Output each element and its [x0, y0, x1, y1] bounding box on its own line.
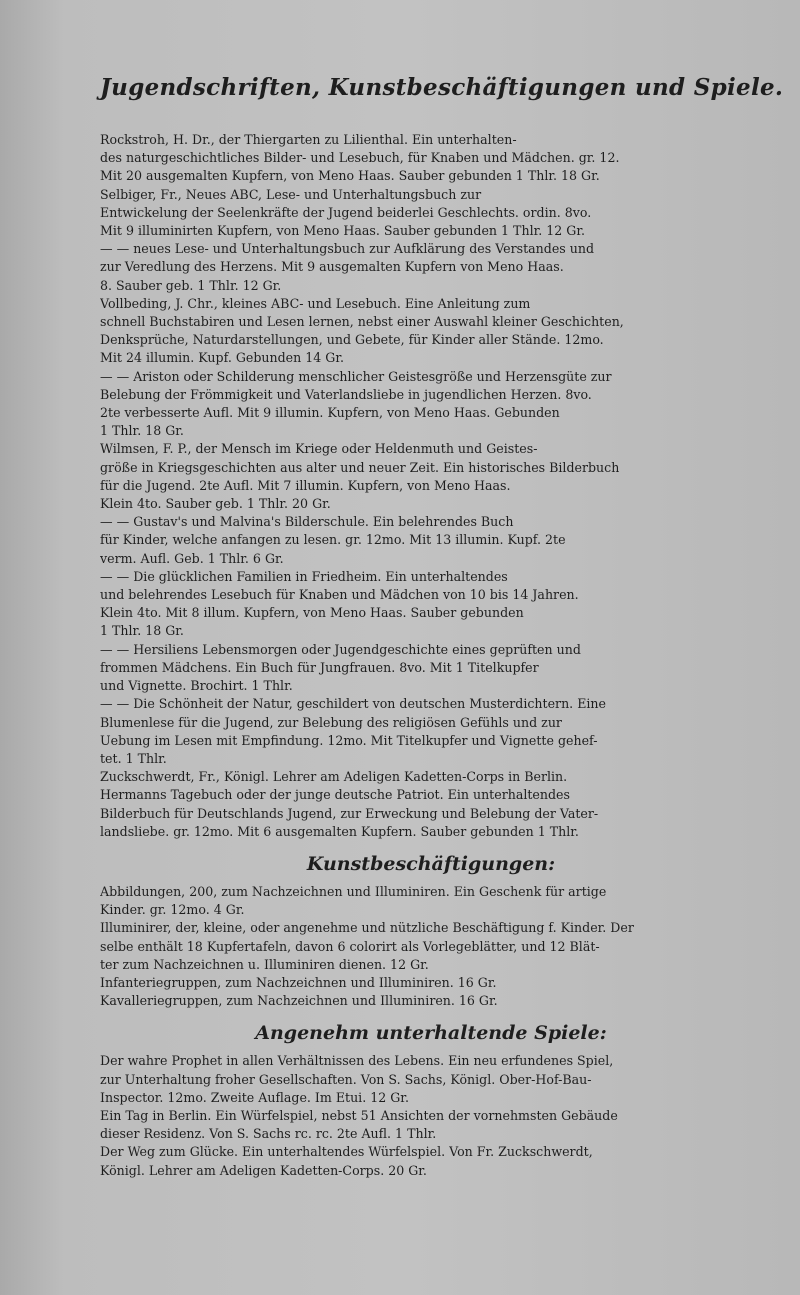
entry-line: Inspector. 12mo. Zweite Auflage. Im Etui. 12 Gr. [100, 1089, 409, 1105]
entry-line: Blumenlese für die Jugend, zur Belebung des religiösen Gefühls und zur [100, 714, 562, 730]
youth-books-list [100, 131, 762, 841]
entry-line: Illuminirer, der, kleine, oder angenehme und nützliche Beschäftigung f. Kinder. Der [100, 920, 634, 936]
entry-line: — — neues Lese- und Unterhaltungsbuch zur Aufklärung des Verstandes und [100, 241, 595, 257]
catalog-entry [100, 368, 762, 441]
entry-line: Rockstroh, H. Dr., der Thiergarten zu Lilienthal. Ein unterhalten- [100, 132, 517, 147]
entry-line: Klein 4to. Mit 8 illum. Kupfern, von Meno Haas. Sauber gebunden [100, 605, 524, 621]
entry-line: Der wahre Prophet in allen Verhältnissen des Lebens. Ein neu erfundenes Spiel, [100, 1053, 614, 1069]
entry-line: Belebung der Frömmigkeit und Vaterlandsliebe in jugendlichen Herzen. 8vo. [100, 386, 592, 402]
entry-line: für die Jugend. 2te Aufl. Mit 7 illumin. Kupfern, von Meno Haas. [100, 477, 511, 493]
entry-line: 8. Sauber geb. 1 Thlr. 12 Gr. [100, 277, 282, 293]
catalog-entry [100, 186, 762, 241]
entry-line: Zuckschwerdt, Fr., Königl. Lehrer am Adeligen Kadetten-Corps in Berlin. [100, 769, 568, 785]
catalog-entry [100, 513, 762, 568]
section-heading-art: Kunstbeschäftigungen: [306, 852, 556, 875]
catalog-entry [100, 1107, 762, 1143]
catalog-entry [100, 974, 762, 992]
entry-line: Vollbeding, J. Chr., kleines ABC- und Lesebuch. Eine Anleitung zum [100, 295, 531, 311]
entry-line: für Kinder, welche anfangen zu lesen. gr. 12mo. Mit 13 illumin. Kupf. 2te [100, 532, 566, 548]
entry-line: schnell Buchstabiren und Lesen lernen, nebst einer Auswahl kleiner Geschichten, [100, 314, 624, 330]
entry-line: größe in Kriegsgeschichten aus alter und neuer Zeit. Ein historisches Bilderbuch [100, 459, 620, 475]
catalog-entry [100, 568, 762, 641]
entry-line: landsliebe. gr. 12mo. Mit 6 ausgemalten Kupfern. Sauber gebunden 1 Thlr. [100, 823, 579, 839]
entry-line: Kavalleriegruppen, zum Nachzeichnen und Illuminiren. 16 Gr. [100, 993, 498, 1009]
entry-line: — — Gustav's und Malvina's Bilderschule. Ein belehrendes Buch [100, 514, 514, 530]
catalog-entry [100, 768, 762, 841]
catalog-entry [100, 992, 762, 1010]
entry-line: 2te verbesserte Aufl. Mit 9 illumin. Kupfern, von Meno Haas. Gebunden [100, 405, 560, 421]
entry-line: Der Weg zum Glücke. Ein unterhaltendes Würfelspiel. Von Fr. Zuckschwerdt, [100, 1144, 593, 1160]
catalog-entry [100, 295, 762, 368]
entry-line: Mit 9 illuminirten Kupfern, von Meno Haas. Sauber gebunden 1 Thlr. 12 Gr. [100, 223, 585, 239]
entry-line: — — Die glücklichen Familien in Friedheim. Ein unterhaltendes [100, 568, 508, 584]
entry-line: Wilmsen, F. P., der Mensch im Kriege oder Heldenmuth und Geistes- [100, 441, 538, 457]
catalog-entry [100, 1052, 762, 1107]
entry-line: Infanteriegruppen, zum Nachzeichnen und Illuminiren. 16 Gr. [100, 974, 497, 990]
catalog-entry [100, 440, 762, 513]
entry-line: und Vignette. Brochirt. 1 Thlr. [100, 678, 293, 694]
entry-line: ter zum Nachzeichnen u. Illuminiren dienen. 12 Gr. [100, 956, 429, 972]
entry-line: Ein Tag in Berlin. Ein Würfelspiel, nebst 51 Ansichten der vornehmsten Gebäude [100, 1107, 618, 1123]
entry-line: Königl. Lehrer am Adeligen Kadetten-Corps. 20 Gr. [100, 1162, 427, 1178]
entry-line: des naturgeschichtliches Bilder- und Lesebuch, für Knaben und Mädchen. gr. 12. [100, 150, 620, 166]
catalog-entry [100, 695, 762, 768]
section-heading-games: Angenehm unterhaltende Spiele: [255, 1022, 607, 1045]
catalog-entry [100, 240, 762, 295]
entry-line: dieser Residenz. Von S. Sachs rc. rc. 2te Aufl. 1 Thlr. [100, 1126, 437, 1142]
catalog-entry [100, 641, 762, 696]
catalog-entry [100, 131, 762, 186]
catalog-entry [100, 1143, 762, 1179]
entry-line: Selbiger, Fr., Neues ABC, Lese- und Unterhaltungsbuch zur [100, 186, 482, 202]
entry-line: Entwickelung der Seelenkräfte der Jugend beiderlei Geschlechts. ordin. 8vo. [100, 204, 592, 220]
entry-line: Mit 20 ausgemalten Kupfern, von Meno Haas. Sauber gebunden 1 Thlr. 18 Gr. [100, 168, 600, 184]
entry-line: frommen Mädchens. Ein Buch für Jungfrauen. 8vo. Mit 1 Titelkupfer [100, 659, 539, 675]
entry-line: — — Die Schönheit der Natur, geschildert von deutschen Musterdichtern. Eine [100, 696, 606, 712]
entry-line: zur Veredlung des Herzens. Mit 9 ausgemalten Kupfern von Meno Haas. [100, 259, 564, 275]
entry-line: Abbildungen, 200, zum Nachzeichnen und Illuminiren. Ein Geschenk für artige [100, 883, 607, 899]
entry-line: — — Ariston oder Schilderung menschlicher Geistesgröße und Herzensgüte zur [100, 368, 612, 384]
catalog-entry [100, 883, 762, 919]
entry-line: 1 Thlr. 18 Gr. [100, 623, 184, 639]
entry-line: selbe enthält 18 Kupfertafeln, davon 6 colorirt als Vorlegeblätter, und 12 Blät- [100, 938, 600, 954]
entry-line: Uebung im Lesen mit Empfindung. 12mo. Mit Titelkupfer und Vignette gehef- [100, 732, 598, 748]
page-title: Jugendschriften, Kunstbeschäftigungen und Spiele. [100, 74, 784, 101]
entry-line: Mit 24 illumin. Kupf. Gebunden 14 Gr. [100, 350, 344, 366]
games-list [100, 1052, 762, 1179]
catalog-entry [100, 919, 762, 974]
entry-line: und belehrendes Lesebuch für Knaben und Mädchen von 10 bis 14 Jahren. [100, 587, 579, 603]
entry-line: tet. 1 Thlr. [100, 750, 167, 766]
entry-line: 1 Thlr. 18 Gr. [100, 423, 184, 439]
entry-line: Kinder. gr. 12mo. 4 Gr. [100, 902, 245, 918]
entry-line: Hermanns Tagebuch oder der junge deutsche Patriot. Ein unterhaltendes [100, 787, 570, 803]
art-activities-list [100, 883, 762, 1010]
entry-line: Denksprüche, Naturdarstellungen, und Gebete, für Kinder aller Stände. 12mo. [100, 332, 604, 348]
entry-line: — — Hersiliens Lebensmorgen oder Jugendgeschichte eines geprüften und [100, 641, 581, 657]
entry-line: Klein 4to. Sauber geb. 1 Thlr. 20 Gr. [100, 496, 331, 512]
entry-line: zur Unterhaltung froher Gesellschaften. Von S. Sachs, Königl. Ober-Hof-Bau- [100, 1071, 592, 1087]
entry-line: verm. Aufl. Geb. 1 Thlr. 6 Gr. [100, 550, 284, 566]
entry-line: Bilderbuch für Deutschlands Jugend, zur Erweckung und Belebung der Vater- [100, 805, 599, 821]
